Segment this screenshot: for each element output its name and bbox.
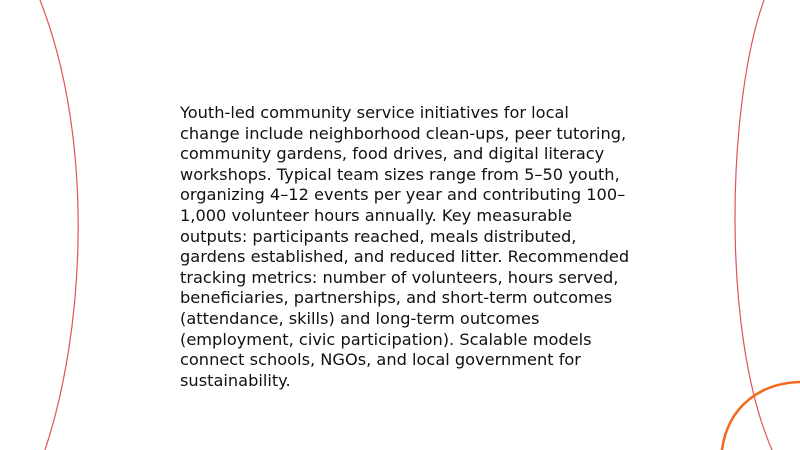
right-thin-arc: [735, 0, 772, 450]
orange-accent-arc: [722, 382, 800, 450]
left-thin-arc: [40, 0, 78, 450]
body-paragraph: Youth-led community service initiatives for local change include neighborhood clean-ups, peer tutoring, community gardens, food drives, and digital literacy workshops. Typical team sizes range from 5–50 youth, organizing 4–12 events per year and contributing 100–1,000 volunteer hours annually. Key measurable outputs: participants reached, meals distributed, gardens established, and reduced litter. Recommended tracking metrics: number of volunteers, hours served, beneficiaries, partnerships, and short-term outcomes (attendance, skills) and long-term outcomes (employment, civic participation). Scalable models connect schools, NGOs, and local government for sustainability.: [180, 103, 630, 390]
